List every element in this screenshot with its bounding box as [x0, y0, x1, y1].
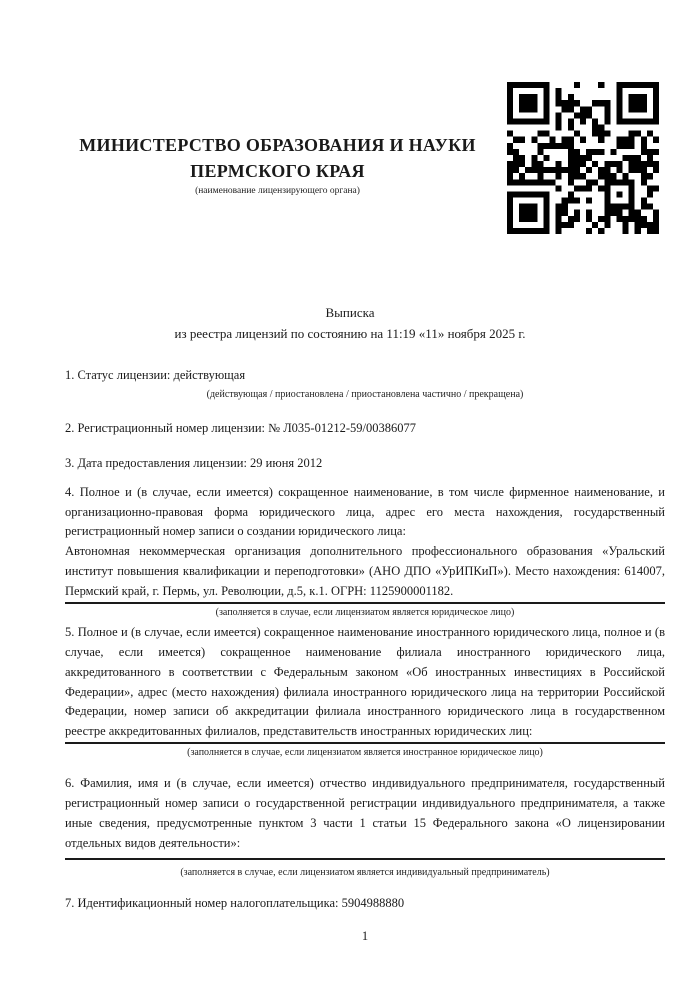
legal-entity-label: 4. Полное и (в случае, если имеется) сокращенное наименование, в том числе фирменное наименование, и организационно-правовая форма юридического лица, адрес его места нахождения, государственный регистрационный номер записи о создании юридического лица:: [65, 484, 665, 539]
page-number: 1: [361, 929, 369, 943]
entrepreneur-label: 6. Фамилия, имя и (в случае, если имеется) отчество индивидуального предпринимателя, государственный регистрационный номер записи о государственной регистрации индивидуального предпринимателя, а также иные сведения, предусмотренные пунктом 3 части 1 статьи 15 Федерального закона «О лицензировании отдельных видов деятельности»:: [65, 776, 665, 850]
licensing-authority-caption: (наименование лицензирующего органа): [195, 186, 360, 196]
taxpayer-id-item: 7. Идентификационный номер налогоплательщика: 5904988880: [65, 896, 405, 911]
extract-date-line: из реестра лицензий по состоянию на 11:19 «11» ноября 2025 г.: [174, 326, 526, 341]
registration-number-item: 2. Регистрационный номер лицензии: № Л035-01212-59/00386077: [65, 421, 416, 436]
document-title-line1: Выписка: [325, 305, 375, 320]
foreign-entity-note: (заполняется в случае, если лицензиатом является иностранное юридическое лицо): [187, 746, 543, 758]
status-variants-note: (действующая / приостановлена / приостановлена частично / прекращена): [206, 388, 524, 400]
legal-entity-value: Автономная некоммерческая организация дополнительного профессионального образования «Уральский институт повышения квалификации и переподготовки» (АНО ДПО «УрИПКиП»). Место нахождения: 614007, Пермский край, г. Пермь, ул. Революции, д.5, к.1. ОГРН: 1125900001182.: [65, 544, 665, 598]
ministry-name-line2: ПЕРМСКОГО КРАЯ: [190, 161, 365, 181]
foreign-entity-label: 5. Полное и (в случае, если имеется) сокращенное наименование иностранного юридического лица, полное и (в случае, если имеется) сокращенное наименование филиала иностранного юридического лица, аккредитованного в соответствии с Федеральным законом «Об иностранных инвестициях в Российской Федерации», адрес (место нахождения) филиала иностранного юридического лица на территории Российской Федерации, номер записи об аккредитации филиала иностранного юридического лица в государственном реестре аккредитованных филиалов, представительств иностранных юридических лиц:: [65, 625, 665, 739]
document-body: [65, 360, 665, 914]
qr-code-icon: [507, 82, 659, 234]
fill-line-foreign-entity: [65, 742, 665, 744]
entrepreneur-note: (заполняется в случае, если лицензиатом является индивидуальный предприниматель): [180, 866, 550, 878]
letterhead: [65, 132, 490, 198]
document-title: [0, 302, 700, 344]
license-status-item: 1. Статус лицензии: действующая: [65, 368, 246, 382]
fill-line-entrepreneur: [65, 858, 665, 860]
legal-entity-note: (заполняется в случае, если лицензиатом является юридическое лицо): [215, 606, 515, 618]
fill-line-legal-entity: [65, 602, 665, 604]
ministry-name-line1: МИНИСТЕРСТВО ОБРАЗОВАНИЯ И НАУКИ: [79, 135, 476, 155]
grant-date-item: 3. Дата предоставления лицензии: 29 июня 2012: [65, 456, 323, 471]
